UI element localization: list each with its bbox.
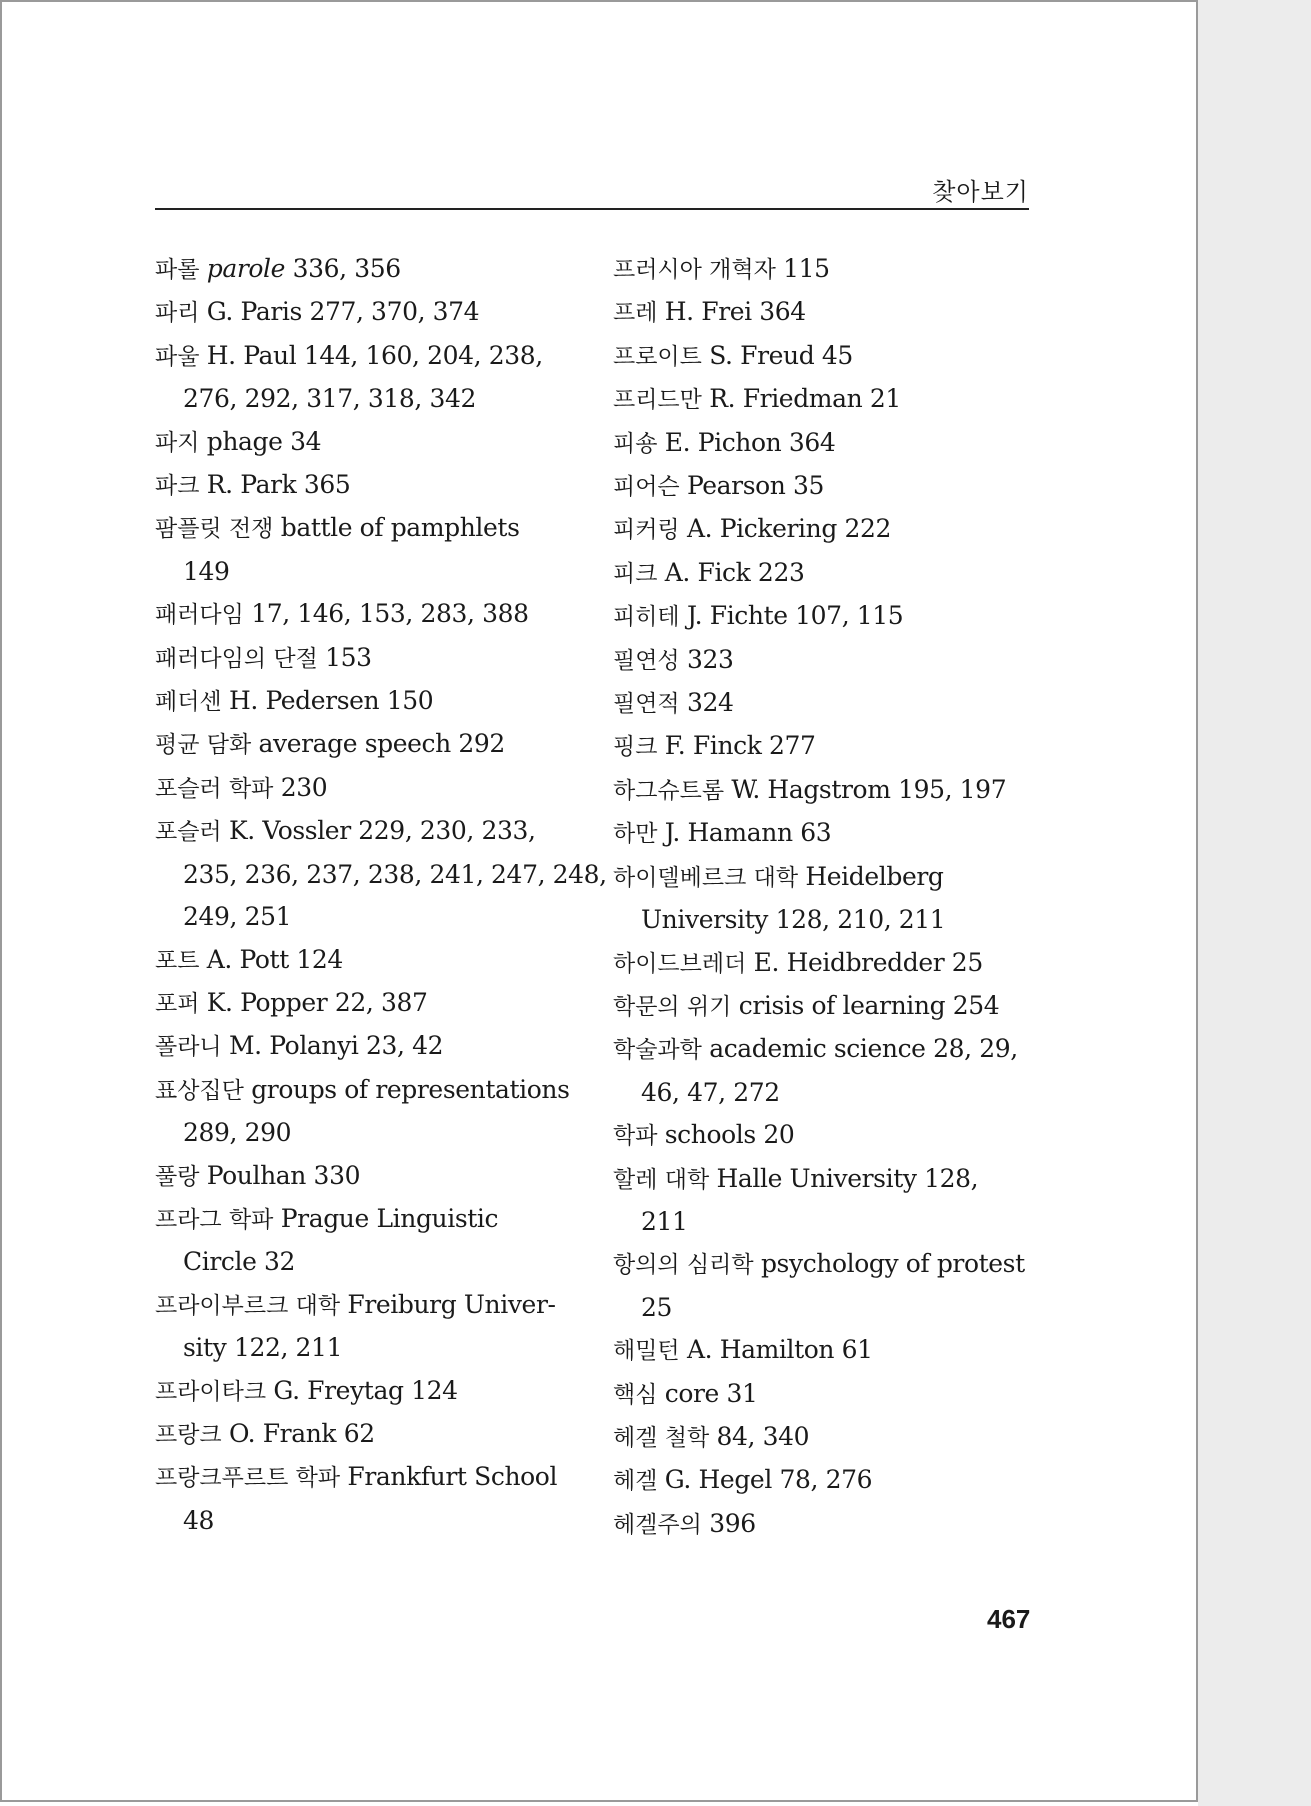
index-term-pages: O. Frank 62 [228, 1418, 375, 1448]
index-term-pages: crisis of learning 254 [738, 990, 1000, 1020]
index-entry [613, 1072, 1033, 1114]
index-term-pages: groups of representations [251, 1074, 570, 1104]
index-term-pages: A. Pickering 222 [686, 514, 891, 544]
index-term-pages: 149 [183, 556, 230, 586]
index-term-pages: 211 [641, 1206, 688, 1236]
index-term-pages: battle of pamphlets [280, 513, 520, 543]
index-entry [613, 899, 1033, 941]
index-term-pages: 276, 292, 317, 318, 342 [183, 384, 476, 414]
index-term-pages: Circle 32 [183, 1247, 296, 1277]
index-term-pages: Prague Linguistic [280, 1203, 499, 1233]
index-entry [613, 465, 1033, 508]
index-term-korean: 프로이트 [613, 343, 710, 370]
index-term-korean: 필연적 [613, 691, 687, 718]
index-term-korean: 프랑크 [155, 1421, 229, 1448]
page-number: 467 [987, 1604, 1031, 1634]
index-term-korean: 학술과학 [613, 1037, 710, 1064]
index-term-korean: 포퍼 [155, 990, 207, 1017]
index-term-pages: 324 [686, 688, 734, 718]
index-term-korean: 피어슨 [613, 474, 687, 501]
index-term-pages: 25 [641, 1292, 673, 1322]
index-term-korean: 파롤 [155, 257, 207, 283]
index-term-pages: 230 [280, 772, 328, 802]
index-term-pages: 84, 340 [716, 1421, 810, 1451]
header-title: 찾아보기 [932, 178, 1029, 206]
index-entry [613, 1201, 1033, 1243]
index-entry [613, 725, 1033, 768]
index-term-pages: H. Paul 144, 160, 204, 238, [206, 340, 543, 370]
index-term-pages: W. Hagstrom 195, 197 [731, 774, 1007, 804]
index-term-korean: 하그슈트롬 [613, 777, 732, 804]
index-term-korean: 포트 [155, 947, 207, 974]
index-term-pages: Freiburg Univer- [347, 1289, 556, 1319]
index-term-pages: 289, 290 [183, 1118, 292, 1148]
index-entry [155, 1198, 575, 1241]
index-term-pages: 46, 47, 272 [641, 1077, 780, 1107]
index-entry [613, 856, 1033, 899]
index-term-pages: Pearson 35 [686, 471, 825, 501]
index-entry [155, 1500, 575, 1542]
index-entry [155, 291, 575, 334]
index-term-pages: 235, 236, 237, 238, 241, 247, 248, [183, 859, 607, 889]
index-term-pages: H. Frei 364 [664, 297, 806, 327]
index-term-korean: 해밀턴 [613, 1338, 687, 1365]
index-entry [613, 812, 1033, 855]
index-term-pages: phage 34 [206, 426, 322, 456]
index-term-korean: 헤겔주의 [613, 1511, 710, 1538]
index-entry [155, 378, 575, 420]
index-entry [613, 682, 1033, 725]
index-term-korean: 프라이부르크 대학 [155, 1292, 348, 1319]
index-entry [613, 1503, 1033, 1546]
index-term-korean: 포슬러 [155, 819, 229, 846]
index-term-korean: 프러시아 개혁자 [613, 257, 784, 283]
index-term-korean: 프랑크푸르트 학파 [155, 1465, 348, 1492]
index-term-pages: Poulhan 330 [206, 1160, 361, 1190]
index-entry [613, 1158, 1033, 1201]
index-term-pages: A. Hamilton 61 [686, 1335, 873, 1365]
index-term-korean: 팜플릿 전쟁 [155, 516, 281, 543]
index-entry [155, 248, 575, 291]
index-entry [613, 1243, 1033, 1286]
index-entry [155, 680, 575, 723]
index-term-pages: 153 [325, 642, 372, 672]
index-term-pages: R. Park 365 [206, 470, 351, 500]
index-term-pages: E. Pichon 364 [664, 427, 836, 457]
index-term-korean: 평균 담화 [155, 732, 259, 759]
index-term-pages: sity 122, 211 [183, 1333, 343, 1363]
index-term-pages: H. Pedersen 150 [228, 686, 434, 716]
index-entry [613, 985, 1033, 1028]
index-entry [155, 810, 575, 853]
index-term-korean: 파울 [155, 343, 207, 370]
index-term-korean: 피숑 [613, 430, 665, 457]
index-term-pages: S. Freud 45 [709, 340, 853, 370]
index-entry [155, 1370, 575, 1413]
index-term-pages: 17, 146, 153, 283, 388 [251, 599, 529, 629]
index-entry [613, 291, 1033, 334]
index-term-pages: 396 [709, 1508, 756, 1538]
index-term-korean: 프레 [613, 300, 665, 327]
index-term-pages: psychology of protest [760, 1249, 1025, 1279]
index-term-pages: Heidelberg [805, 861, 944, 891]
index-term-pages: 115 [783, 254, 830, 283]
index-term-pages: R. Friedman 21 [709, 384, 901, 414]
index-entry [155, 939, 575, 982]
index-entry [613, 1416, 1033, 1459]
index-term-korean: 하이드브레더 [613, 950, 754, 977]
index-entry [155, 1155, 575, 1198]
index-term-korean: 프라이타크 [155, 1378, 274, 1405]
index-term-korean: 파크 [155, 473, 207, 500]
index-term-korean: 헤겔 [613, 1468, 665, 1495]
index-entry [155, 507, 575, 550]
index-entry [155, 767, 575, 810]
index-term-korean: 핵심 [613, 1381, 665, 1408]
index-entry [155, 593, 575, 636]
index-term-pages: Halle University 128, [716, 1163, 979, 1193]
index-term-korean: 학문의 위기 [613, 993, 739, 1020]
index-entry [613, 508, 1033, 551]
index-entry [155, 335, 575, 378]
index-entry [155, 464, 575, 507]
index-entry [613, 378, 1033, 421]
index-entry [613, 639, 1033, 682]
index-entry [613, 552, 1033, 595]
index-entry [155, 1327, 575, 1369]
index-entry [613, 769, 1033, 812]
index-term-korean: 필연성 [613, 647, 687, 674]
index-term-pages: K. Popper 22, 387 [206, 987, 428, 1017]
index-term-pages: J. Hamann 63 [664, 818, 832, 848]
index-entry [613, 1028, 1033, 1071]
index-entry [613, 422, 1033, 465]
index-entry [613, 1329, 1033, 1372]
index-entry [155, 1456, 575, 1499]
index-entry [613, 1287, 1033, 1329]
index-term-korean: 하만 [613, 821, 665, 848]
index-term-korean: 파리 [155, 300, 207, 327]
index-term-korean: 포슬러 학파 [155, 775, 281, 802]
index-term-pages: core 31 [664, 1378, 758, 1408]
index-entry [613, 942, 1033, 985]
index-entry [613, 595, 1033, 638]
running-header [155, 168, 1029, 210]
index-column-right [613, 248, 1033, 1546]
index-entry [155, 421, 575, 464]
index-term-korean: 피크 [613, 560, 665, 587]
index-term-pages: J. Fichte 107, 115 [686, 601, 904, 631]
index-term-korean: 헤겔 철학 [613, 1424, 717, 1451]
index-term-korean: 패러다임 [155, 602, 252, 629]
index-entry [155, 1069, 575, 1112]
index-term-pages: A. Pott 124 [206, 944, 343, 974]
index-term-korean: 파지 [155, 429, 207, 456]
index-entry [613, 248, 1033, 291]
index-entry [155, 896, 575, 938]
index-entry [155, 982, 575, 1025]
index-entry [155, 1284, 575, 1327]
index-term-pages: University 128, 210, 211 [641, 905, 946, 935]
index-term-pages: schools 20 [664, 1120, 795, 1150]
index-term-pages: G. Hegel 78, 276 [664, 1465, 873, 1495]
index-entry [613, 1114, 1033, 1157]
index-term-korean: 풀랑 [155, 1163, 207, 1190]
index-term-korean: 할레 대학 [613, 1166, 717, 1193]
index-entry [155, 1413, 575, 1456]
index-entry [155, 1025, 575, 1068]
index-term-korean: 학파 [613, 1123, 665, 1150]
index-term-pages: F. Finck 277 [664, 731, 816, 761]
index-term-korean: 프라그 학파 [155, 1206, 281, 1233]
index-term-pages: Frankfurt School [347, 1462, 558, 1492]
index-term-pages: A. Fick 223 [664, 557, 805, 587]
index-term-pages: M. Polanyi 23, 42 [228, 1031, 444, 1061]
index-term-korean: 하이델베르크 대학 [613, 864, 806, 891]
index-term-korean: 피히테 [613, 604, 687, 631]
index-term-italic: parole [206, 254, 293, 283]
index-term-korean: 핑크 [613, 734, 665, 761]
index-term-pages: G. Freytag 124 [273, 1375, 458, 1405]
index-entry [613, 335, 1033, 378]
index-entry [155, 637, 575, 680]
index-entry [155, 1112, 575, 1154]
index-term-pages: E. Heidbredder 25 [753, 947, 983, 977]
index-entry [155, 551, 575, 593]
index-term-pages: G. Paris 277, 370, 374 [206, 297, 480, 327]
index-term-pages: 48 [183, 1505, 215, 1535]
index-entry [155, 854, 607, 896]
viewer-margin [1198, 0, 1311, 1806]
index-term-pages: academic science 28, 29, [709, 1034, 1018, 1064]
index-term-korean: 항의의 심리학 [613, 1252, 761, 1279]
index-term-pages: 249, 251 [183, 902, 292, 932]
index-term-korean: 페더센 [155, 689, 229, 716]
index-term-pages: average speech 292 [258, 729, 505, 759]
index-term-korean: 피커링 [613, 517, 687, 544]
index-entry [155, 723, 575, 766]
index-column-left [155, 248, 607, 1542]
index-term-pages: 336, 356 [292, 254, 401, 283]
index-entry [613, 1459, 1033, 1502]
index-entry [155, 1241, 575, 1283]
index-term-korean: 폴라니 [155, 1034, 229, 1061]
index-term-pages: 323 [686, 644, 734, 674]
index-term-korean: 프리드만 [613, 387, 710, 414]
index-term-korean: 표상집단 [155, 1077, 252, 1104]
index-term-pages: K. Vossler 229, 230, 233, [228, 816, 536, 846]
index-term-korean: 패러다임의 단절 [155, 645, 326, 672]
index-entry [613, 1373, 1033, 1416]
